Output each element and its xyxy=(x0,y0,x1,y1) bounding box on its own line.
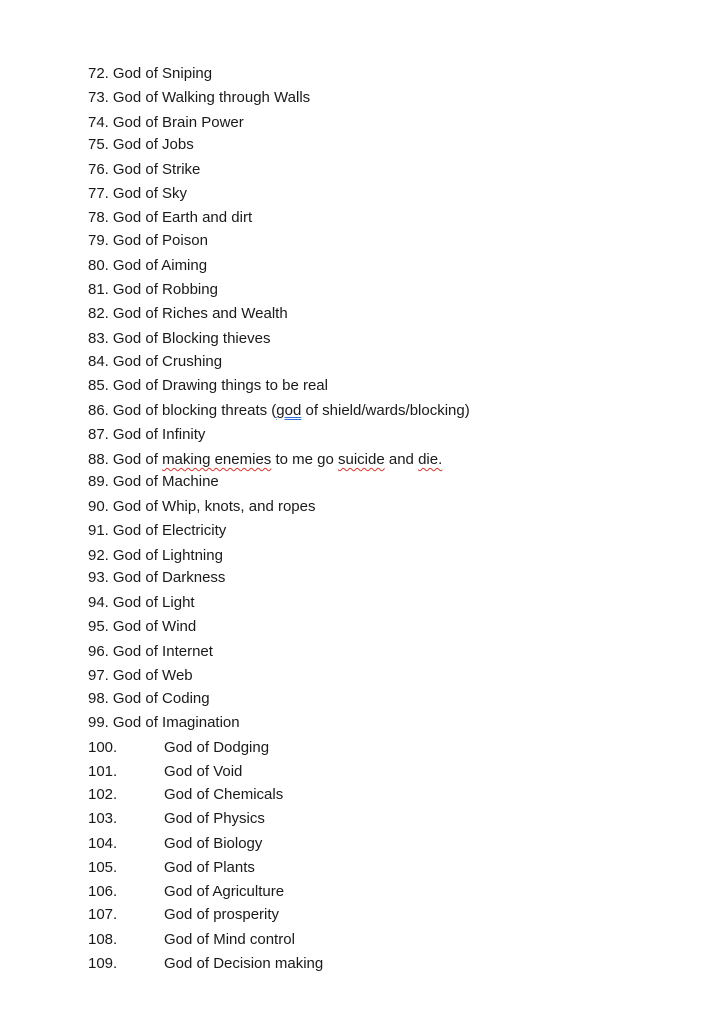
list-text: God of Imagination xyxy=(112,714,240,731)
list-number: 91. xyxy=(88,522,109,539)
list-item xyxy=(88,159,200,181)
list-number: 104. xyxy=(88,835,118,852)
list-item xyxy=(88,616,196,638)
list-text: God of Sky xyxy=(112,185,188,202)
list-text: God of Lightning xyxy=(112,547,223,564)
list-item xyxy=(88,87,310,109)
list-item xyxy=(88,641,213,663)
list-number: 74. xyxy=(88,114,109,131)
list-number: 82. xyxy=(88,305,109,322)
list-number: 73. xyxy=(88,89,109,106)
list-text: God of Light xyxy=(112,594,195,611)
list-text: God of Agriculture xyxy=(164,883,285,900)
list-text: God of Whip, knots, and ropes xyxy=(112,498,316,515)
list-number: 83. xyxy=(88,330,109,347)
list-item xyxy=(88,351,222,373)
text-segment: God of blocking threats ( xyxy=(112,402,277,419)
list-number: 93. xyxy=(88,569,109,586)
list-text: God of Mind control xyxy=(164,931,295,948)
list-text: God of Coding xyxy=(112,690,210,707)
list-item xyxy=(88,328,270,350)
grammar-flagged-word[interactable]: god xyxy=(276,402,302,419)
list-number: 86. xyxy=(88,402,109,419)
text-segment: to me go xyxy=(271,451,338,468)
list-text: God of Dodging xyxy=(164,739,270,756)
list-number: 100. xyxy=(88,739,118,756)
list-item xyxy=(88,400,470,422)
list-item xyxy=(88,449,442,471)
list-item xyxy=(88,857,255,879)
list-text: God of prosperity xyxy=(164,906,280,923)
list-item xyxy=(88,761,242,783)
list-number: 88. xyxy=(88,451,109,468)
list-item xyxy=(88,375,328,397)
list-number: 102. xyxy=(88,786,118,803)
list-item xyxy=(88,520,226,542)
list-number: 96. xyxy=(88,643,109,660)
spelling-flagged-word[interactable]: suicide xyxy=(337,451,385,468)
list-item xyxy=(88,712,240,734)
list-item xyxy=(88,784,283,806)
list-number: 98. xyxy=(88,690,109,707)
list-item xyxy=(88,737,269,759)
list-number: 80. xyxy=(88,257,109,274)
list-text: God of Darkness xyxy=(112,569,226,586)
list-text: God of Drawing things to be real xyxy=(112,377,328,394)
list-text: God of Wind xyxy=(112,618,197,635)
list-number: 72. xyxy=(88,65,109,82)
list-number: 77. xyxy=(88,185,109,202)
list-text: God of Poison xyxy=(112,232,208,249)
list-number: 103. xyxy=(88,810,118,827)
list-item xyxy=(88,134,194,156)
list-number: 89. xyxy=(88,473,109,490)
list-item xyxy=(88,904,279,926)
list-number: 109. xyxy=(88,955,118,972)
list-number: 97. xyxy=(88,667,109,684)
text-segment: of shield/wards/blocking) xyxy=(301,402,470,419)
list-number: 78. xyxy=(88,209,109,226)
text-segment: and xyxy=(384,451,419,468)
list-item xyxy=(88,567,225,589)
list-number: 108. xyxy=(88,931,118,948)
list-text: God of Infinity xyxy=(112,426,206,443)
list-text: God of Blocking thieves xyxy=(112,330,271,347)
list-item xyxy=(88,496,315,518)
list-text: God of Void xyxy=(164,763,243,780)
list-item xyxy=(88,63,212,85)
list-number: 81. xyxy=(88,281,109,298)
list-text: God of Robbing xyxy=(112,281,218,298)
spelling-flagged-phrase[interactable]: making enemies xyxy=(162,451,272,468)
list-item xyxy=(88,112,244,134)
list-text: God of Strike xyxy=(112,161,201,178)
list-text: God of Walking through Walls xyxy=(112,89,311,106)
list-item xyxy=(88,833,262,855)
list-number: 87. xyxy=(88,426,109,443)
list-text xyxy=(113,451,442,468)
list-item xyxy=(88,230,208,252)
list-text: God of Chemicals xyxy=(164,786,284,803)
list-text: God of Sniping xyxy=(112,65,213,82)
list-text: God of Electricity xyxy=(112,522,227,539)
list-item xyxy=(88,665,193,687)
list-text xyxy=(113,402,470,419)
list-number: 94. xyxy=(88,594,109,611)
list-item xyxy=(88,424,205,446)
list-number: 105. xyxy=(88,859,118,876)
list-item xyxy=(88,183,187,205)
list-number: 101. xyxy=(88,763,118,780)
list-number: 90. xyxy=(88,498,109,515)
list-number: 107. xyxy=(88,906,118,923)
list-number: 92. xyxy=(88,547,109,564)
list-number: 95. xyxy=(88,618,109,635)
list-text: God of Plants xyxy=(164,859,255,876)
list-number: 84. xyxy=(88,353,109,370)
list-number: 76. xyxy=(88,161,109,178)
list-number: 79. xyxy=(88,232,109,249)
list-item xyxy=(88,881,284,903)
list-text: God of Internet xyxy=(112,643,213,660)
list-item xyxy=(88,688,210,710)
list-item xyxy=(88,255,207,277)
list-item xyxy=(88,207,252,229)
list-text: God of Machine xyxy=(112,473,219,490)
list-text: God of Crushing xyxy=(112,353,223,370)
list-text: God of Aiming xyxy=(112,257,208,274)
list-text: God of Earth and dirt xyxy=(112,209,253,226)
list-text: God of Web xyxy=(112,667,193,684)
list-item xyxy=(88,953,323,975)
spelling-flagged-word[interactable]: die. xyxy=(418,451,443,468)
list-item xyxy=(88,471,219,493)
text-segment: God of xyxy=(112,451,163,468)
list-item xyxy=(88,279,218,301)
list-number: 75. xyxy=(88,136,109,153)
list-text: God of Brain Power xyxy=(112,114,244,131)
list-text: God of Decision making xyxy=(164,955,324,972)
list-number: 99. xyxy=(88,714,109,731)
list-item xyxy=(88,592,195,614)
list-item xyxy=(88,545,223,567)
list-number: 85. xyxy=(88,377,109,394)
list-item xyxy=(88,808,265,830)
list-text: God of Jobs xyxy=(112,136,194,153)
list-text: God of Riches and Wealth xyxy=(112,305,288,322)
list-text: God of Biology xyxy=(164,835,263,852)
list-number: 106. xyxy=(88,883,118,900)
list-item xyxy=(88,929,295,951)
list-item xyxy=(88,303,288,325)
list-text: God of Physics xyxy=(164,810,265,827)
